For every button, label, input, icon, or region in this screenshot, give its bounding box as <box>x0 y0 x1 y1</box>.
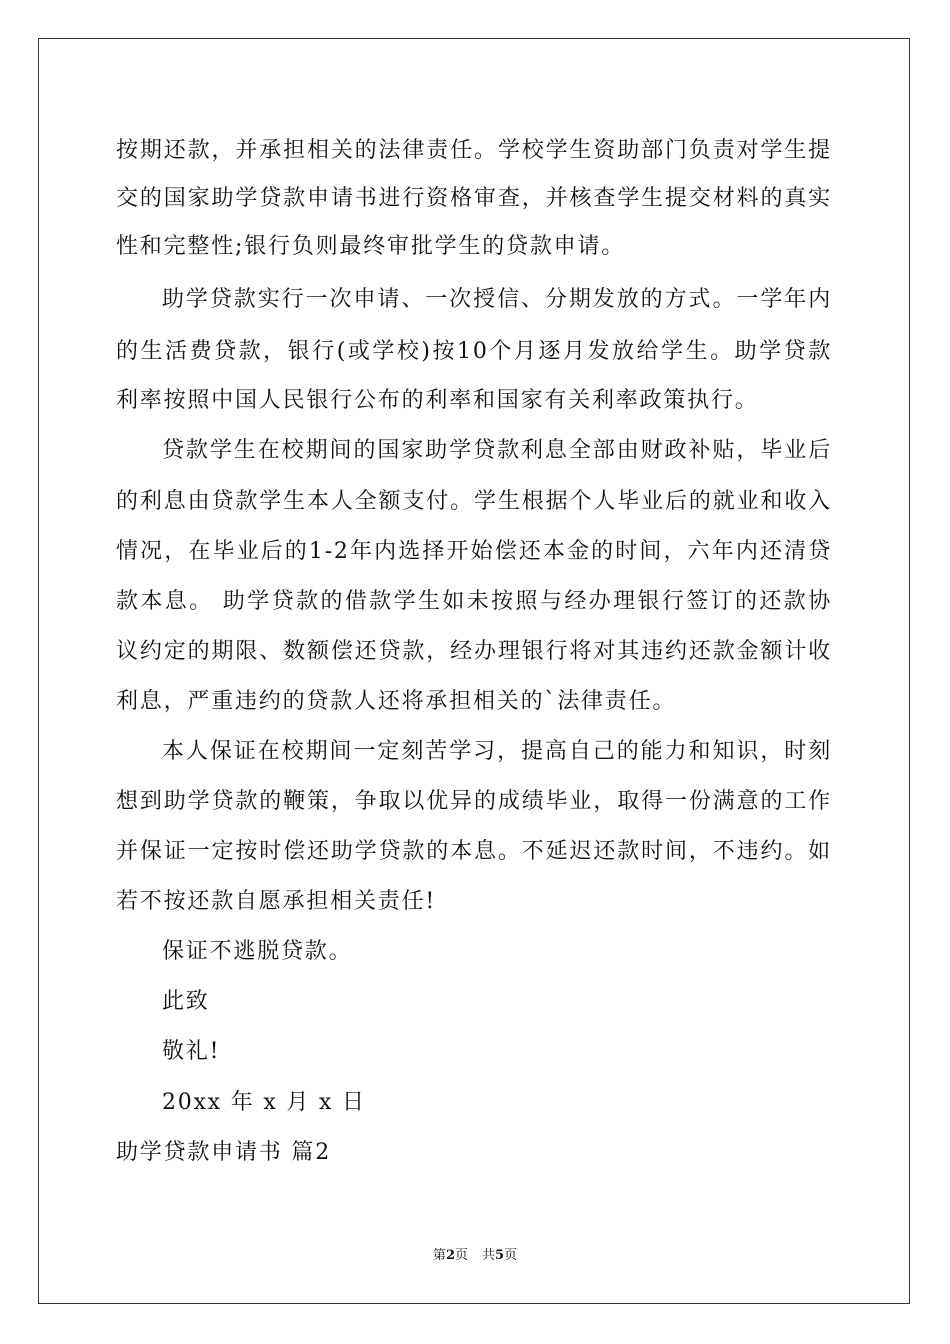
text-line: 议约定的期限、数额偿还贷款，经办理银行将对其违约还款金额计收 <box>116 639 832 664</box>
total-page-count: 5 <box>495 1248 505 1263</box>
paragraph-first-line: 助学贷款实行一次申请、一次授信、分期发放的方式。一学年内 <box>162 287 832 312</box>
salutation-ci-zhi: 此致 <box>162 989 210 1014</box>
text-line: 并保证一定按时偿还助学贷款的本息。不延迟还款时间，不违约。如 <box>116 839 832 864</box>
page-suffix: 页 <box>454 1248 468 1263</box>
total-prefix: 共 <box>482 1248 496 1263</box>
paragraph-first-line: 贷款学生在校期间的国家助学贷款利息全部由财政补贴，毕业后 <box>162 438 832 463</box>
salutation-jing-li: 敬礼! <box>162 1039 221 1064</box>
text-line: 若不按还款自愿承担相关责任! <box>116 889 437 914</box>
paragraph-first-line: 本人保证在校期间一定刻苦学习，提高自己的能力和知识，时刻 <box>162 739 832 764</box>
text-line: 款本息。 助学贷款的借款学生如未按照与经办理银行签订的还款协 <box>116 589 832 614</box>
text-line: 想到助学贷款的鞭策，争取以优异的成绩毕业，取得一份满意的工作 <box>116 789 832 814</box>
text-line: 按期还款，并承担相关的法律责任。学校学生资助部门负责对学生提 <box>116 138 832 163</box>
date-line: 20xx 年 x 月 x 日 <box>162 1090 366 1115</box>
closing-statement: 保证不逃脱贷款。 <box>162 939 353 964</box>
page-footer <box>0 1248 950 1264</box>
text-line: 利率按照中国人民银行公布的利率和国家有关利率政策执行。 <box>116 388 759 413</box>
page-prefix: 第 <box>432 1248 446 1263</box>
text-line: 利息，严重违约的贷款人还将承担相关的`法律责任。 <box>116 689 677 714</box>
text-line: 交的国家助学贷款申请书进行资格审查，并核查学生提交材料的真实 <box>116 186 832 211</box>
section-heading: 助学贷款申请书 篇2 <box>116 1140 331 1165</box>
text-line: 的生活费贷款，银行(或学校)按10个月逐月发放给学生。助学贷款 <box>116 339 832 364</box>
total-suffix: 页 <box>504 1248 518 1263</box>
text-line: 的利息由贷款学生本人全额支付。学生根据个人毕业后的就业和收入 <box>116 489 832 514</box>
text-line: 性和完整性;银行负则最终审批学生的贷款申请。 <box>116 234 626 259</box>
text-line: 情况，在毕业后的1-2年内选择开始偿还本金的时间，六年内还清贷 <box>116 539 832 564</box>
current-page-number: 2 <box>445 1248 455 1263</box>
